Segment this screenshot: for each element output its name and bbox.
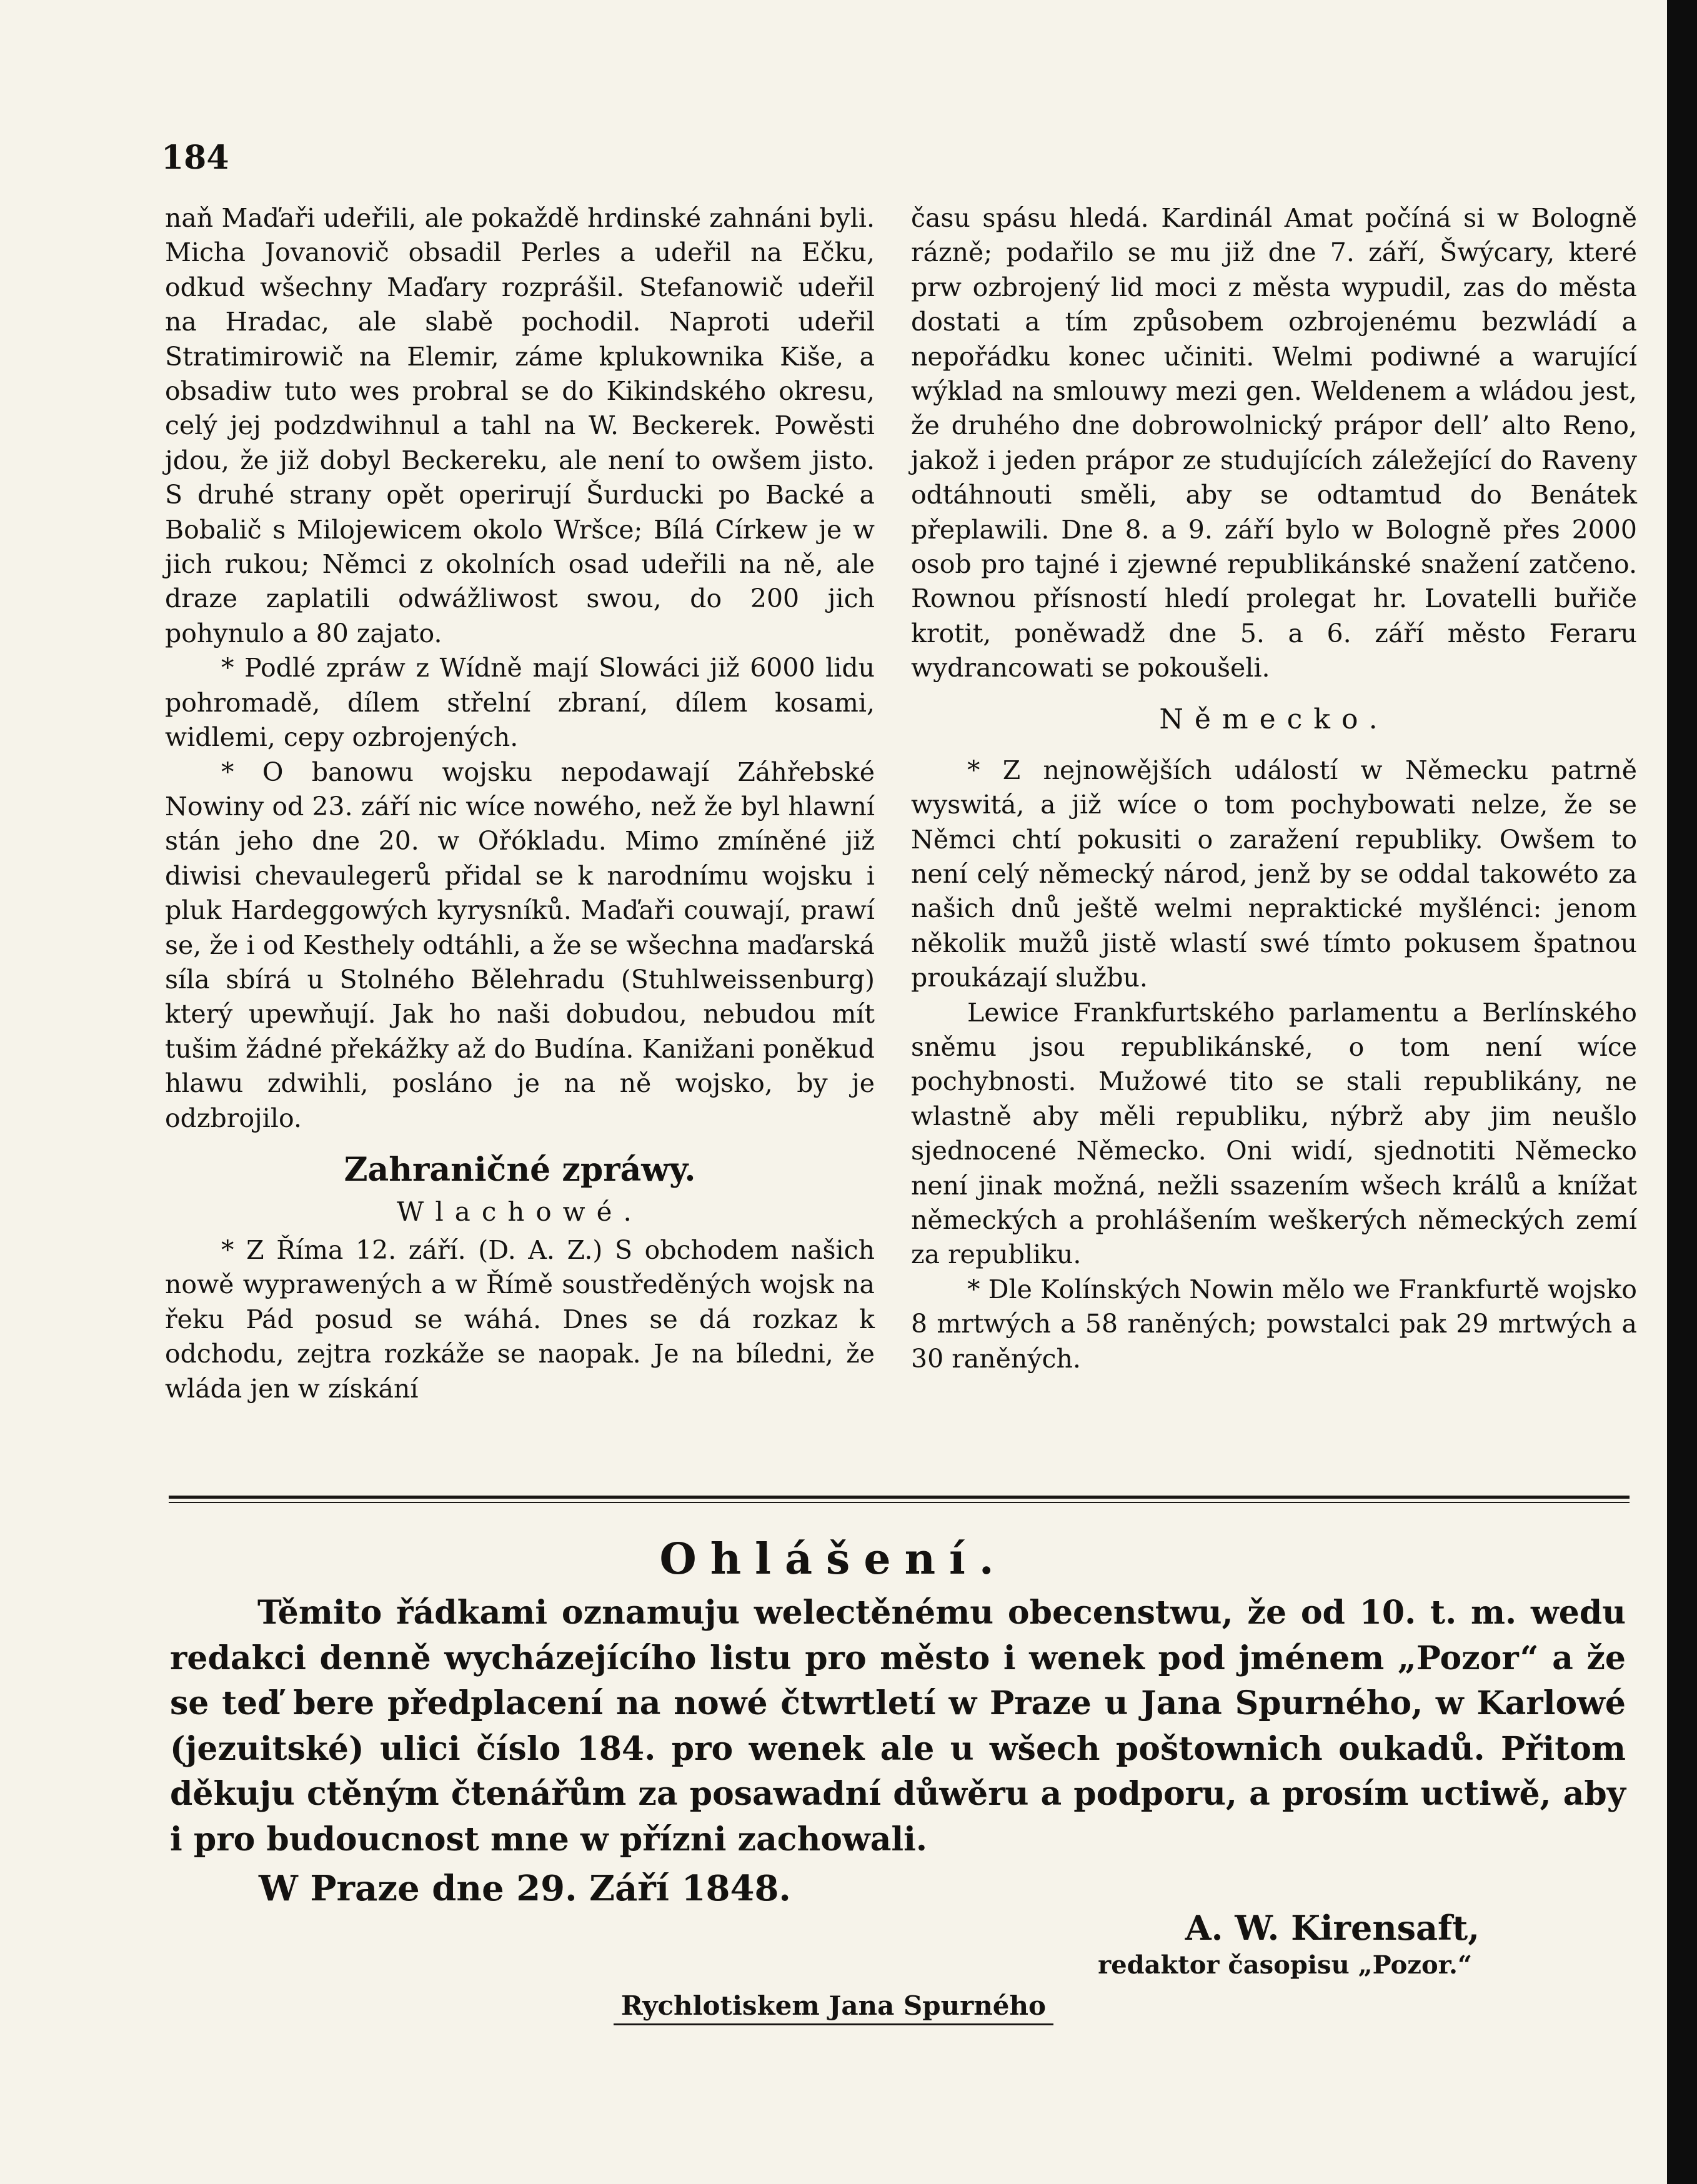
right-paragraph-1: času spásu hledá. Kardinál Amat počíná si w Bologně rázně; podařilo se mu již dne 7. září, Šwýcary, které prw ozbrojený lid moci z města wypudil, zas do města dostati a tím způsobem ozbrojenému bezwládí a nepořádku konec učiniti. Welmi podiwné a warující wýklad na smlouwy mezi gen. Weldenem a wládou jest, že druhého dne dobrowolnický prápor dell’ alto Reno, jakož i jeden prápor ze studujících záležející do Raveny odtáhnouti směli, aby se odtamtud do Benátek přeplawili. Dne 8. a 9. září bylo w Bologně přes 2000 osob pro tajné i zjewné republikánské snažení zatčeno. Rownou přísností hledí prolegat hr. Lovatelli buřiče krotit, poněwadž dne 5. a 6. září město Feraru wydrancowati se pokoušeli. xyxy=(911,203,1637,683)
notice-title: Ohlášení. xyxy=(659,1534,1008,1584)
germany-heading: Německo. xyxy=(1159,703,1389,735)
signature: A. W. Kirensaft, xyxy=(1185,1908,1480,1948)
imprint xyxy=(0,1990,1667,2021)
left-paragraph-3: * O banowu wojsku nepodawají Záhřebské Nowiny od 23. září nic wíce nowého, než že byl hlawní stán jeho dne 20. w Ořókladu. Mimo zmíněné již diwisi chevaulegerů přidal se k narodnímu wojsku i pluk Hardeggowých kyrysníků. Maďaři couwají, prawí se, že i od Kesthely odtáhli, a že se wšechna maďarská síla sbírá u Stolného Bělehradu (Stuhlweissenburg) který upewňují. Jak ho naši dobudou, nebudou mít tušim žádné překážky až do Budína. Kanižani poněkud hlawu zdwihli, posláno je na ně wojsko, by je odzbrojilo. xyxy=(165,757,875,1133)
germany-paragraph-2: Lewice Frankfurtského parlamentu a Berlínského sněmu jsou republikánské, o tom není wíce pochybnosti. Mužowé tito se stali republikány, ne wlastně aby měli republiku, nýbrž aby jim neušlo sjednocené Německo. Oni widí, sjednotiti Německo není jinak možná, nežli ssazením wšech králů a knížat německých a prohlášením weškerých německých zemí za republiku. xyxy=(911,997,1637,1270)
right-column xyxy=(911,201,1637,1376)
left-column xyxy=(165,201,875,1406)
section-divider xyxy=(169,1496,1630,1499)
left-paragraph-2: * Podlé zpráw z Wídně mají Slowáci již 6000 lidu pohromadě, dílem střelní zbraní, dílem kosami, widlemi, cepy ozbrojených. xyxy=(165,653,875,753)
notice-date: W Praze dne 29. Září 1848. xyxy=(259,1868,791,1909)
page-number: 184 xyxy=(161,139,229,177)
italy-paragraph: * Z Říma 12. září. (D. A. Z.) S obchodem našich nowě wyprawených a w Římě soustředěných wojsk na řeku Pád posud se wáhá. Dnes se dá rozkaz k odchodu, zejtra rozkáže se naopak. Je na bíledni, že wláda jen w získání xyxy=(165,1234,875,1404)
italy-heading: Wlachowé. xyxy=(397,1196,643,1227)
imprint-text: Rychlotiskem Jana Spurného xyxy=(614,1990,1053,2025)
notice-text: Těmito řádkami oznamuju welectěnému obecenstwu, že od 10. t. m. wedu redakci denně wycházejícího listu pro město i wenek pod jménem „Pozor“ a že se teď bere předplacení na nowé čtwrtletí w Praze u Jana Spurného, w Karlowé (jezuitské) ulici číslo 184. pro wenek ale u wšech poštownich oukadů. Přitom děkuju ctěným čtenářům za posawadní důwěru a podporu, a prosím uctiwě, aby i pro budoucnost mne w přízni zachowali. xyxy=(170,1594,1626,1859)
left-paragraph-1: naň Maďaři udeřili, ale pokaždě hrdinské zahnáni byli. Micha Jovanovič obsadil Perles a udeřil na Ečku, odkud wšechny Maďary rozprášil. Stefanowič udeřil na Hradac, ale slabě pochodil. Naproti udeřil Stratimirowič na Elemir, záme kplukownika Kiše, a obsadiw tuto wes probral se do Kikindského okresu, celý jej podzdwihnul a tahl na W. Beckerek. Powěsti jdou, že již dobyl Beckereku, ale není to owšem jisto. S druhé strany opět operirují Šurducki po Backé a Bobalič s Milojewicem okolo Wršce; Bílá Církew je w jich rukou; Němci z okolních osad udeřili na ně, ale draze zaplatili odwážliwost swou, do 200 jich pohynulo a 80 zajato. xyxy=(165,203,875,648)
signature-role: redaktor časopisu „Pozor.“ xyxy=(1098,1950,1472,1980)
germany-paragraph-1: * Z nejnowějších událostí w Německu patrně wyswitá, a již wíce o tom pochybowati nelze, že se Němci chtí pokusiti o zaražení republiky. Owšem to není celý německý národ, jenž by se oddal takowéto za našich dnů ještě welmi nepraktické myšlénci: jenom několik mužů jistě wlastí swé tímto pokusem špatnou proukázají službu. xyxy=(911,755,1637,993)
germany-paragraph-3: * Dle Kolínských Nowin mělo we Frankfurtě wojsko 8 mrtwých a 58 raněných; powstalci pak 29 mrtwých a 30 raněných. xyxy=(911,1274,1637,1374)
scan-edge xyxy=(1667,0,1697,2184)
foreign-news-heading: Zahraničné zpráwy. xyxy=(344,1150,696,1189)
notice-body xyxy=(170,1591,1626,1863)
section-divider-thin xyxy=(169,1502,1630,1503)
